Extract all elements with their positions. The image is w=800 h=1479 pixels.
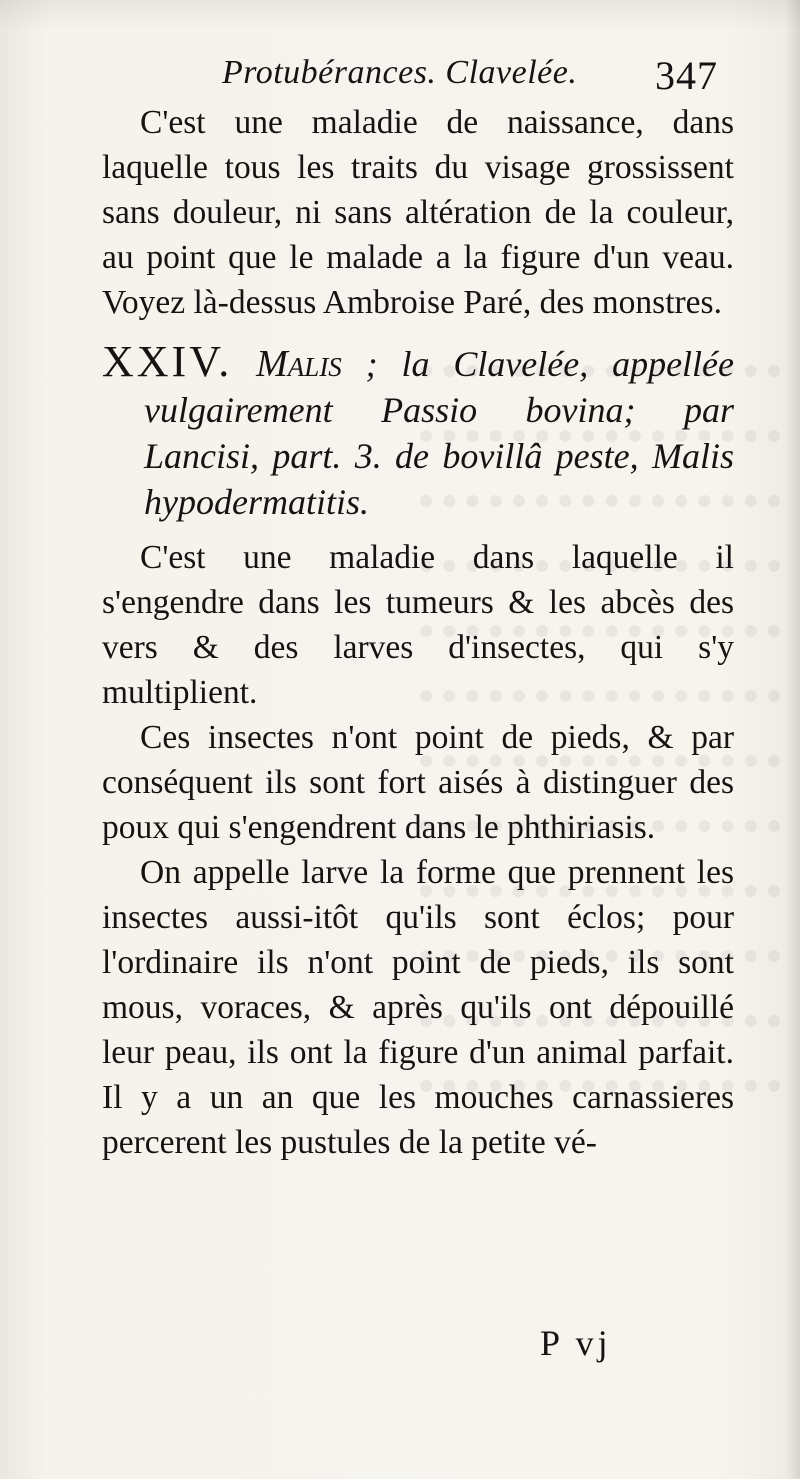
section-heading xyxy=(102,339,734,525)
running-head-title: Protubérances. Clavelée. xyxy=(222,54,578,91)
paragraph: On appelle larve la forme que prennent les insectes aussi-itôt qu'ils sont éclos; pour l'ordinaire ils n'ont point de pieds, ils sont mous, voraces, & après qu'ils ont dépouillé leur peau, ils ont la figure d'un animal parfait. Il y a un an que les mouches carnassieres percerent les pustules de la petite vé- xyxy=(102,854,734,1161)
body-text xyxy=(102,100,734,1165)
section-name: Malis xyxy=(256,343,342,385)
running-head xyxy=(0,52,800,102)
section-heading-rest: ; la Clavelée, appellée vulgairement Passio bovina; par Lancisi, part. 3. de bovillâ peste, Malis hypodermatitis. xyxy=(144,344,735,522)
page-top-shadow xyxy=(0,0,800,30)
paragraph: C'est une maladie dans laquelle il s'engendre dans les tumeurs & les abcès des vers & des larves d'insectes, qui s'y multiplient. xyxy=(102,539,734,711)
page-number: 347 xyxy=(655,53,718,98)
page-edge-shadow xyxy=(786,0,800,1479)
section-number: XXIV. xyxy=(102,337,233,386)
signature-mark: P vj xyxy=(540,1323,612,1363)
paragraph: C'est une maladie de naissance, dans laquelle tous les traits du visage grossissent sans douleur, ni sans altération de la couleur, au point que le malade a la figure d'un veau. Voyez là-dessus Ambroise Paré, des monstres. xyxy=(102,104,734,321)
paragraph: Ces insectes n'ont point de pieds, & par conséquent ils sont fort aisés à distinguer des poux qui s'engendrent dans le phthiriasis. xyxy=(102,719,734,846)
